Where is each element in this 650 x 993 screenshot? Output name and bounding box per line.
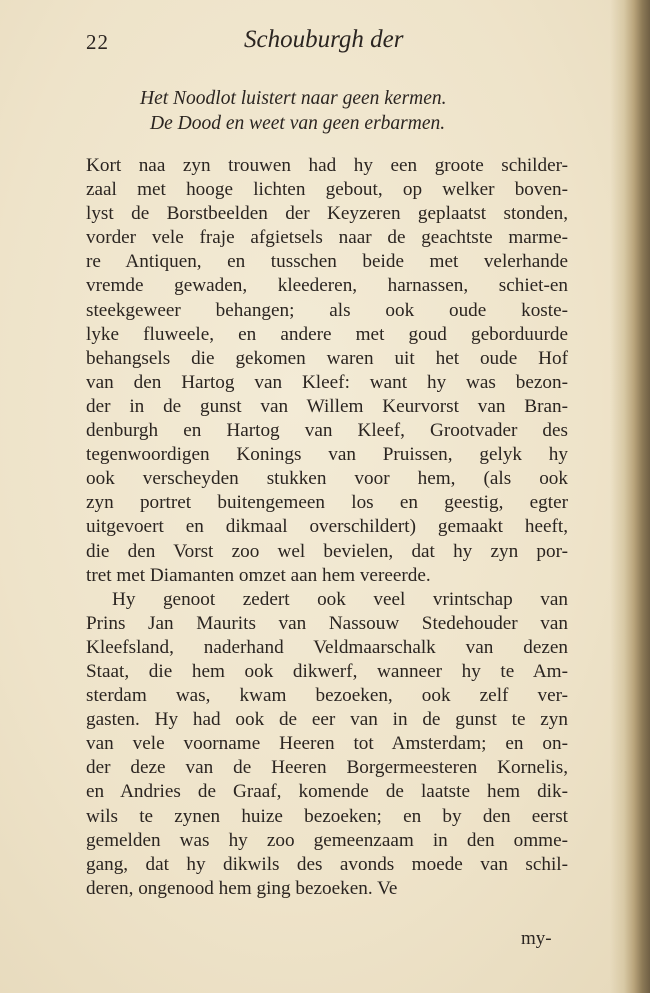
body-text <box>86 154 568 901</box>
running-title: Schouburgh der <box>244 26 404 53</box>
motto-line: De Dood en weet van geen erbarmen. <box>150 113 446 134</box>
catchword: my- <box>521 928 552 949</box>
text-line: vorder vele fraje afgietsels naar de geachtste marme- <box>86 227 568 249</box>
text-line: lyst de Borstbeelden der Keyzeren geplaatst stonden, <box>86 203 568 225</box>
text-line: tret met Diamanten omzet aan hem vereerde. <box>86 564 431 586</box>
text-line: Hy genoot zedert ook veel vrintschap van <box>112 588 568 610</box>
text-line: zyn portret buitengemeen los en geestig, egter <box>86 492 568 514</box>
motto-couplet <box>140 86 560 136</box>
text-line: die den Vorst zoo wel bevielen, dat hy zyn por- <box>86 540 568 562</box>
text-line: Kleefsland, naderhand Veldmaarschalk van dezen <box>86 636 568 658</box>
text-line: lyke fluweele, en andere met goud geborduurde <box>86 323 568 345</box>
text-line: der deze van de Heeren Borgermeesteren Kornelis, <box>86 757 568 779</box>
motto-line: Het Noodlot luistert naar geen kermen. <box>140 88 447 109</box>
text-line: der in de gunst van Willem Keurvorst van Bran- <box>86 395 568 417</box>
text-line: Staat, die hem ook dikwerf, wanneer hy te Am- <box>86 660 568 682</box>
text-line: ook verscheyden stukken voor hem, (als ook <box>86 468 568 490</box>
text-line: steekgeweer behangen; als ook oude koste- <box>86 299 568 321</box>
text-line: gasten. Hy had ook de eer van in de gunst te zyn <box>86 709 568 731</box>
text-line: Kort naa zyn trouwen had hy een groote schilder- <box>86 155 568 176</box>
text-line: gang, dat hy dikwils des avonds moede van schil- <box>86 853 568 875</box>
page-gutter-shadow <box>610 0 650 993</box>
text-line: Prins Jan Maurits van Nassouw Stedehouder van <box>86 612 568 634</box>
text-line: en Andries de Graaf, komende de laatste hem dik- <box>86 781 568 803</box>
text-line: behangsels die gekomen waren uit het oude Hof <box>86 347 568 369</box>
text-line: tegenwoordigen Konings van Pruissen, gelyk hy <box>86 444 568 466</box>
text-line: zaal met hooge lichten gebout, op welker boven- <box>86 179 568 201</box>
text-line: uitgevoert en dikmaal overschildert) gemaakt heeft, <box>86 516 568 538</box>
page-header <box>86 26 526 60</box>
text-line: re Antiquen, en tusschen beide met velerhande <box>86 251 568 273</box>
text-line: van vele voorname Heeren tot Amsterdam; en on- <box>86 733 568 755</box>
text-line: vremde gewaden, kleederen, harnassen, schiet-en <box>86 275 568 297</box>
text-line: denburgh en Hartog van Kleef, Grootvader des <box>86 420 568 442</box>
text-line: deren, ongenood hem ging bezoeken. Ve <box>86 877 398 899</box>
text-line: gemelden was hy zoo gemeenzaam in den omme- <box>86 829 568 851</box>
text-line: van den Hartog van Kleef: want hy was bezon- <box>86 371 568 393</box>
text-line: wils te zynen huize bezoeken; en by den eerst <box>86 805 568 827</box>
page-number: 22 <box>86 30 109 54</box>
text-line: sterdam was, kwam bezoeken, ook zelf ver- <box>86 685 568 707</box>
